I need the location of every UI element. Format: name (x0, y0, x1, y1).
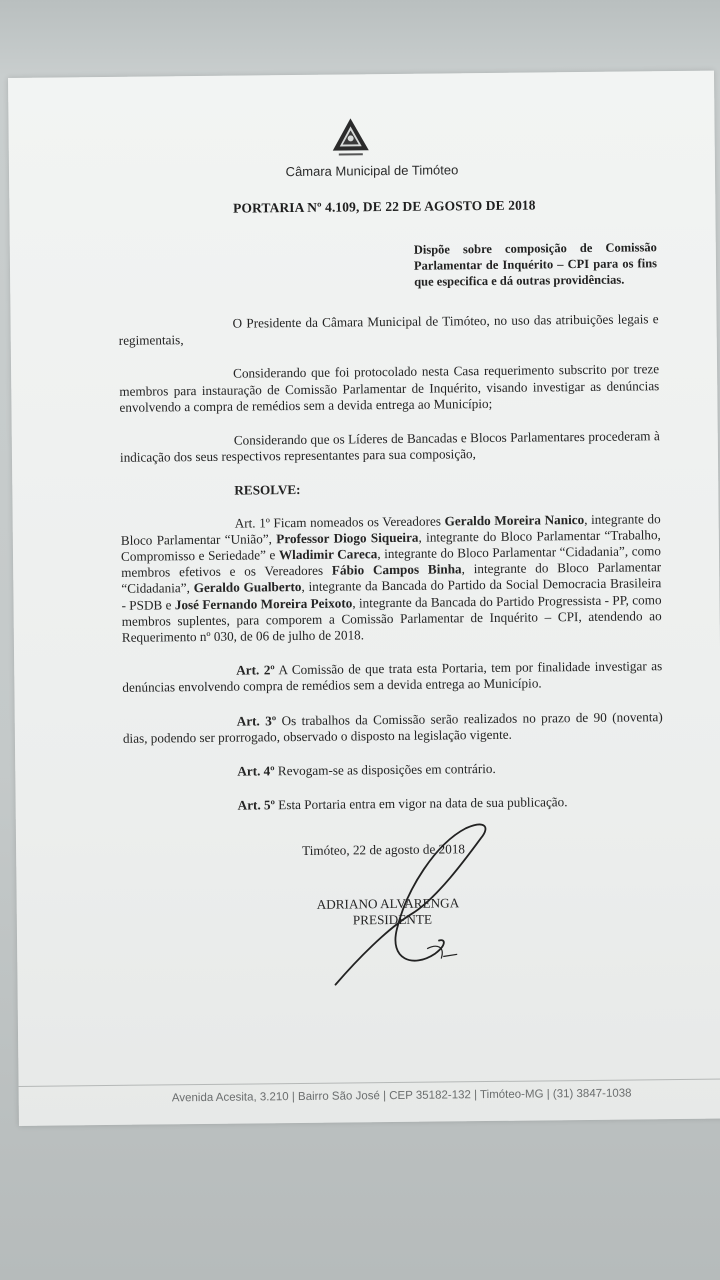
member-name: Professor Diogo Siqueira (276, 529, 419, 547)
handwritten-signature-icon (316, 818, 518, 1000)
document-page (8, 71, 720, 1126)
organization-name: Câmara Municipal de Timóteo (285, 162, 459, 180)
ementa-summary: Dispõe sobre composição de Comissão Parlamentar de Inquérito – CPI para os fins que especifica e dá outras providências. (413, 240, 658, 289)
member-name: José Fernando Moreira Peixoto (174, 595, 353, 612)
member-name: Geraldo Moreira Nanico (444, 511, 585, 529)
resolve-heading: RESOLVE: (234, 482, 301, 499)
article-3: Art. 3º Os trabalhos da Comissão serão realizados no prazo de 90 (noventa) dias, podendo ser prorrogado, observado o disposto na legislação vigente. (122, 708, 663, 746)
signer-name: ADRIANO ALVARENGA (316, 895, 460, 912)
article-2: Art. 2º A Comissão de que trata esta Portaria, tem por finalidade investigar as denúncias envolvendo compra de remédios sem a devida entrega ao Município. (122, 658, 663, 696)
footer-address: Avenida Acesita, 3.210 | Bairro São José | CEP 35182-132 | Timóteo-MG | (31) 3847-1038 (171, 1087, 632, 1105)
article-4: Art. 4º Revogam-se as disposições em contrário. (237, 760, 496, 779)
considerando-2: Considerando que os Líderes de Bancadas e Blocos Parlamentares procederam à indicação dos seus respectivos representantes para sua composição, (119, 428, 660, 466)
article-1: Art. 1º Ficam nomeados os Vereadores Geraldo Moreira Nanico, integrante do Bloco Parlamentar “União”, Professor Diogo Siqueira, integrante do Bloco Parlamentar “Trabalho, Compromisso e Seriedade” e Wladimir Careca, integrante do Bloco Parlamentar “Cidadania”, como membros efetivos e os Vereadores Fábio Campos Binha, integrante do Bloco Parlamentar “Cidadania”, Geraldo Gualberto, integrante da Bancada do Partido da Social Democracia Brasileira - PSDB e José Fernando Moreira Peixoto, integrante da Bancada do Partido Progressista - PP, como membros suplentes, para comporem a Comissão Parlamentar de Inquérito – CPI, atendendo ao Requerimento nº 030, de 06 de julho de 2018. (120, 510, 662, 645)
preamble: O Presidente da Câmara Municipal de Timóteo, no uso das atribuições legais e regimentais, (118, 311, 659, 349)
document-title: PORTARIA Nº 4.109, DE 22 DE AGOSTO DE 2018 (233, 197, 536, 216)
signer-role: PRESIDENTE (352, 911, 433, 928)
member-name: Geraldo Gualberto (193, 579, 302, 596)
considerando-1: Considerando que foi protocolado nesta Casa requerimento subscrito por treze membros para instauração de Comissão Parlamentar de Inquérito, visando investigar as denúncias envolvendo a compra de remédios sem a devida entrega ao Município; (119, 361, 660, 415)
municipal-logo-icon (330, 116, 370, 158)
footer-divider (19, 1079, 720, 1087)
document-body (119, 311, 664, 833)
member-name: Wladimir Careca (278, 546, 378, 563)
article-5: Art. 5º Esta Portaria entra em vigor na data de sua publicação. (237, 794, 568, 813)
place-date: Timóteo, 22 de agosto de 2018 (302, 841, 466, 858)
member-name: Fábio Campos Binha (331, 561, 462, 578)
